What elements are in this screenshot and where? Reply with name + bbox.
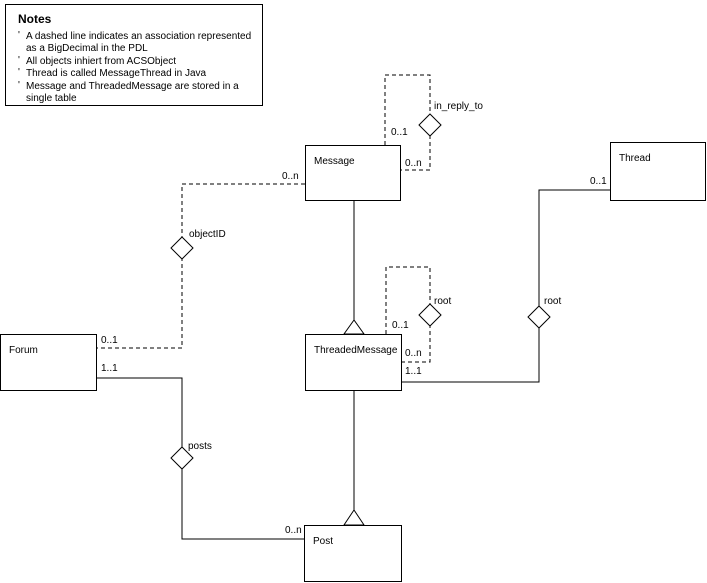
association-label-objectid: objectID <box>189 229 226 240</box>
multiplicity-root-self-top: 0..1 <box>392 320 409 331</box>
note-item-text: All objects inhiert from ACSObject <box>26 55 177 67</box>
bullet-icon: ' <box>18 67 20 79</box>
entity-label-message: Message <box>314 156 355 167</box>
entity-label-post: Post <box>313 536 334 547</box>
association-label-root-self: root <box>434 296 452 307</box>
notes-box <box>5 4 263 106</box>
entity-box-threadedmessage <box>305 334 402 391</box>
multiplicity-objectid-message: 0..n <box>282 171 299 182</box>
note-item <box>17 81 256 106</box>
multiplicity-in-reply-to-right: 0..n <box>405 158 422 169</box>
notes-list <box>6 31 262 105</box>
aggregation-diamond-icon-root-self <box>419 304 441 326</box>
aggregation-diamond-icon-root-thread <box>528 306 550 328</box>
entity-label-threadedmessage: ThreadedMessage <box>314 345 398 356</box>
notes-title: Notes <box>18 12 52 26</box>
entity-label-thread: Thread <box>619 153 651 164</box>
note-item <box>17 56 256 68</box>
multiplicity-in-reply-to-top: 0..1 <box>391 127 408 138</box>
multiplicity-root-self-right: 0..n <box>405 348 422 359</box>
multiplicity-objectid-forum: 0..1 <box>101 335 118 346</box>
multiplicity-posts-forum: 1..1 <box>101 363 118 374</box>
association-line-root-thread <box>402 190 610 382</box>
entity-box-post <box>304 525 402 582</box>
aggregation-diamond-icon-in-reply-to <box>419 114 441 136</box>
multiplicity-root-threadedmessage: 1..1 <box>405 366 422 377</box>
association-line-posts <box>97 378 304 539</box>
bullet-icon: ' <box>18 54 20 66</box>
note-item <box>17 68 256 80</box>
bullet-icon: ' <box>18 79 20 91</box>
bullet-icon: ' <box>18 30 20 41</box>
note-item-text: A dashed line indicates an association represented as a BigDecimal in the PDL <box>26 31 252 55</box>
association-line-objectid <box>97 184 305 348</box>
note-item-text: Message and ThreadedMessage are stored in a single table <box>26 80 239 105</box>
association-label-in-reply-to: in_reply_to <box>434 101 483 112</box>
entity-box-thread <box>610 142 706 201</box>
entity-box-message <box>305 145 401 201</box>
generalization-triangle-icon-post <box>344 510 364 525</box>
multiplicity-posts-post: 0..n <box>285 525 302 536</box>
note-item-text: Thread is called MessageThread in Java <box>26 68 207 80</box>
note-item <box>17 31 256 56</box>
generalization-triangle-icon-threadedmessage <box>344 320 364 334</box>
aggregation-diamond-icon-objectid <box>171 237 193 259</box>
association-label-posts: posts <box>188 441 212 452</box>
entity-box-forum <box>0 334 97 391</box>
association-label-root-thread: root <box>544 296 562 307</box>
multiplicity-root-thread: 0..1 <box>590 176 607 187</box>
entity-label-forum: Forum <box>9 345 38 356</box>
